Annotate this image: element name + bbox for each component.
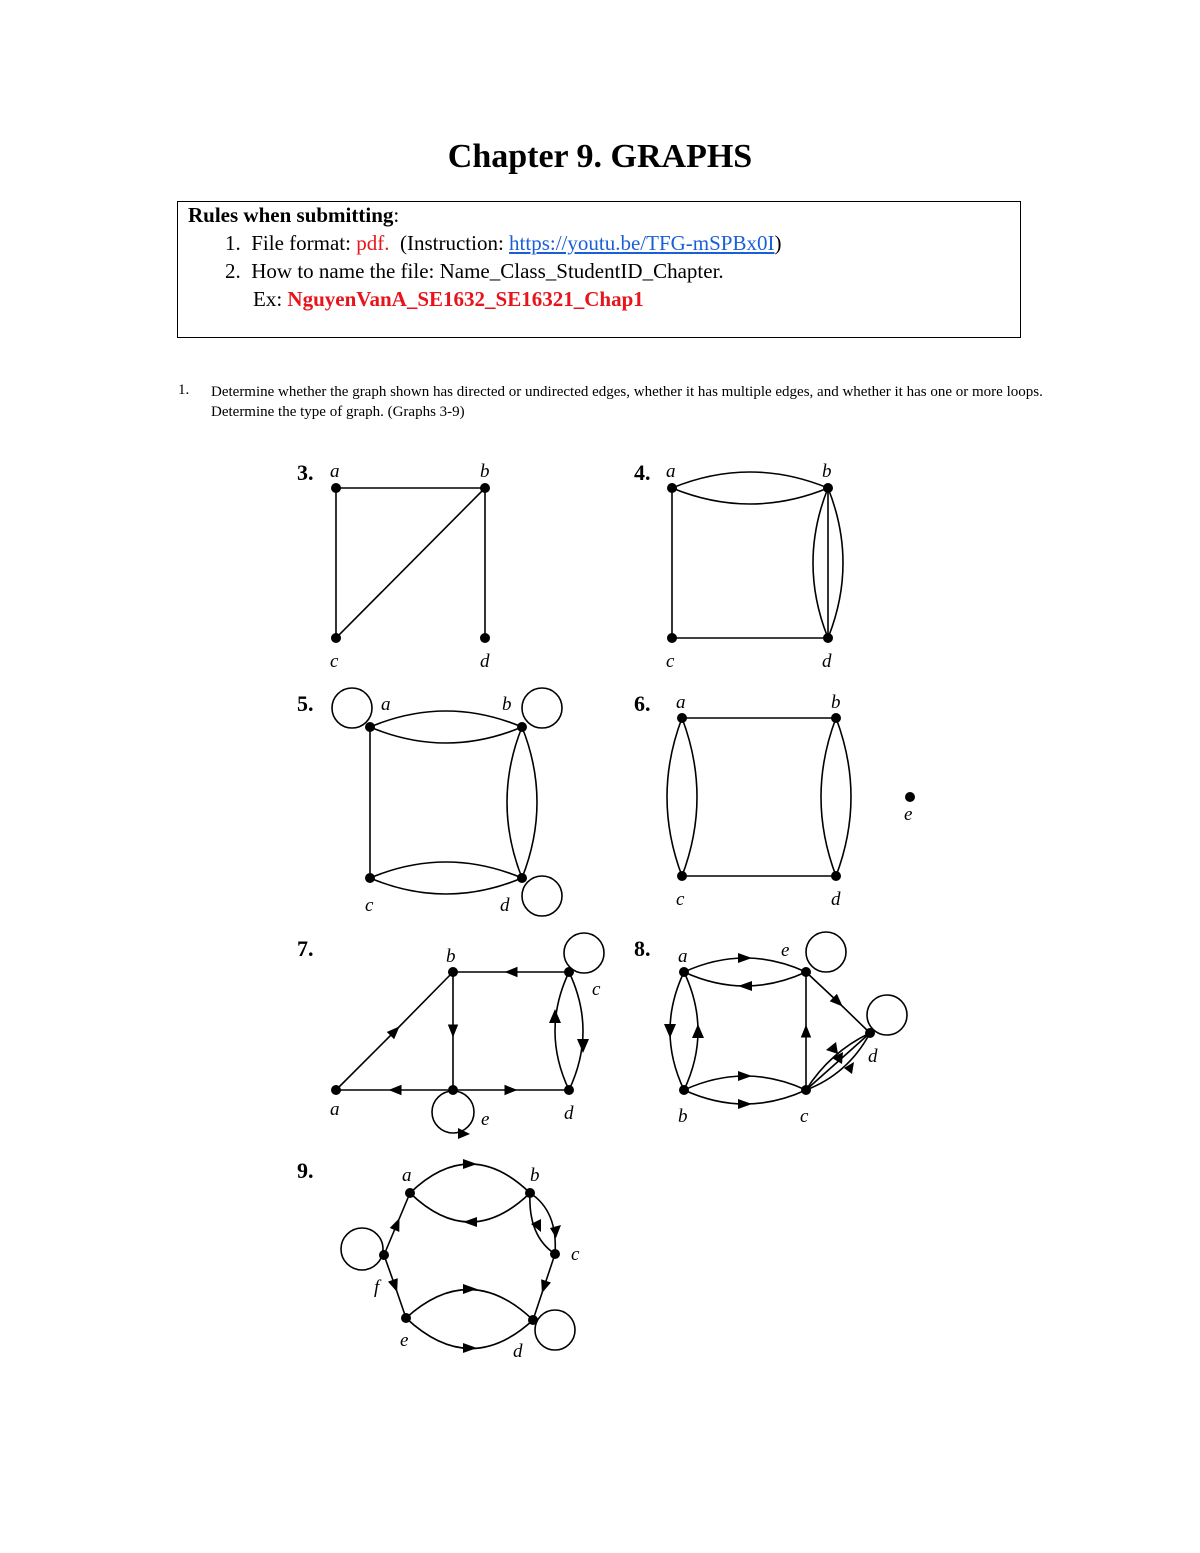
graph-4-vertex-b xyxy=(823,483,833,493)
graph-4-vertex-a xyxy=(667,483,677,493)
graph-7 xyxy=(297,933,604,1139)
graph-8-number: 8. xyxy=(634,936,651,961)
graph-3-label-b: b xyxy=(480,461,490,482)
graph-9-vertex-c xyxy=(550,1249,560,1259)
file-format-value: pdf. xyxy=(356,231,390,255)
graph-5-edge-ab-2 xyxy=(370,727,522,743)
graph-4-label-a: a xyxy=(666,461,676,482)
graph-6-edge-ac-1 xyxy=(667,718,682,876)
graph-9-edge-f-e xyxy=(384,1255,406,1318)
graph-8-vertex-d xyxy=(865,1028,875,1038)
graph-6-label-c: c xyxy=(676,889,685,910)
graph-3-vertex-d xyxy=(480,633,490,643)
rule-1-number: 1. xyxy=(225,231,241,255)
graph-9-label-f: f xyxy=(374,1277,380,1298)
graph-9-loop-f xyxy=(341,1228,383,1270)
graph-8-arrow-c-d-3 xyxy=(844,1062,854,1074)
graph-8-arrow-b-c-1 xyxy=(738,1071,752,1081)
graph-3-number: 3. xyxy=(297,460,314,485)
graph-3-vertex-a xyxy=(331,483,341,493)
graph-9-loop-d xyxy=(535,1310,575,1350)
graph-6-edge-bd-1 xyxy=(821,718,836,876)
graph-8-vertex-a xyxy=(679,967,689,977)
graph-6-label-b: b xyxy=(831,692,841,713)
graph-6-vertex-a xyxy=(677,713,687,723)
graph-5-edge-bd-1 xyxy=(507,727,522,878)
graph-4-label-c: c xyxy=(666,651,675,672)
graph-3-vertex-b xyxy=(480,483,490,493)
graph-6-vertex-e xyxy=(905,792,915,802)
graph-5-vertex-a xyxy=(365,722,375,732)
graph-7-vertex-c xyxy=(564,967,574,977)
graph-4-edge-bd-2 xyxy=(813,488,828,638)
graph-8-label-b: b xyxy=(678,1106,688,1127)
graph-6 xyxy=(634,691,915,910)
graph-8-edge-e-d xyxy=(806,972,870,1033)
graph-5-edge-cd-1 xyxy=(370,862,522,878)
graph-6-number: 6. xyxy=(634,691,651,716)
graph-7-loop-e xyxy=(432,1091,474,1133)
graph-4-label-b: b xyxy=(822,461,832,482)
graph-7-vertex-a xyxy=(331,1085,341,1095)
graph-5 xyxy=(297,688,562,916)
graph-5-loop-d xyxy=(522,876,562,916)
graph-8-label-d: d xyxy=(868,1046,878,1067)
graph-9-arrow-b-a xyxy=(463,1217,477,1227)
graph-4-edge-ab-1 xyxy=(672,472,828,488)
graph-4-edge-bd-3 xyxy=(828,488,843,638)
graph-5-loop-b xyxy=(522,688,562,728)
question-number: 1. xyxy=(178,382,190,398)
graph-4-edge-ab-2 xyxy=(672,488,828,504)
graph-5-edge-bd-2 xyxy=(522,727,537,878)
graph-9-label-c: c xyxy=(571,1244,580,1265)
graph-5-vertex-d xyxy=(517,873,527,883)
graph-8-arrow-b-a xyxy=(692,1024,704,1038)
graph-5-edge-cd-2 xyxy=(370,878,522,894)
rules-heading-text: Rules when submitting xyxy=(188,203,394,227)
graph-5-vertex-b xyxy=(517,722,527,732)
graph-8-vertex-c xyxy=(801,1085,811,1095)
graph-3 xyxy=(297,460,490,672)
graph-7-arrow-c-d xyxy=(577,1039,589,1053)
rule-1-instruction-open: (Instruction: xyxy=(389,231,510,255)
graph-7-label-a: a xyxy=(330,1099,340,1120)
example-filename: NguyenVanA_SE1632_SE16321_Chap1 xyxy=(287,287,644,311)
graph-5-loop-a xyxy=(332,688,372,728)
graph-6-label-e: e xyxy=(904,804,913,825)
instruction-link[interactable]: https://youtu.be/TFG-mSPBx0I xyxy=(509,231,775,255)
graph-9-number: 9. xyxy=(297,1158,314,1183)
graph-7-vertex-d xyxy=(564,1085,574,1095)
graph-9-edge-b-a xyxy=(410,1193,530,1222)
graph-4-vertex-c xyxy=(667,633,677,643)
graph-9-label-b: b xyxy=(530,1165,540,1186)
graph-8-label-e: e xyxy=(781,940,790,961)
graph-9-arrow-a-b xyxy=(463,1159,477,1169)
graph-8-loop-e xyxy=(806,932,846,972)
graph-7-label-d: d xyxy=(564,1103,574,1124)
graph-9 xyxy=(297,1158,580,1362)
graph-7-vertex-b xyxy=(448,967,458,977)
graph-8-arrow-b-c-2 xyxy=(738,1099,752,1109)
graph-5-number: 5. xyxy=(297,691,314,716)
graph-8-vertex-b xyxy=(679,1085,689,1095)
graph-5-label-d: d xyxy=(500,895,510,916)
graph-7-number: 7. xyxy=(297,936,314,961)
graph-9-arrow-b-c-2 xyxy=(550,1225,561,1238)
graph-9-label-e: e xyxy=(400,1330,409,1351)
graph-3-label-a: a xyxy=(330,461,340,482)
graph-6-vertex-d xyxy=(831,871,841,881)
graph-3-label-d: d xyxy=(480,651,490,672)
graph-9-edge-a-b xyxy=(410,1164,530,1193)
question-text: Determine whether the graph shown has directed or undirected edges, whether it has multiple edges, and whether it has one or more loops. Determine the type of graph. (Graphs 3-9) xyxy=(211,384,1043,420)
graph-8-arrow-e-a xyxy=(738,981,752,991)
graph-7-loop-c xyxy=(564,933,604,973)
graph-6-label-a: a xyxy=(676,692,686,713)
graph-9-edge-e-d-1 xyxy=(406,1289,533,1320)
graph-7-arrow-d-c xyxy=(549,1009,561,1023)
graph-4-number: 4. xyxy=(634,460,651,485)
graph-9-vertex-b xyxy=(525,1188,535,1198)
graph-7-label-b: b xyxy=(446,946,456,967)
graph-6-vertex-c xyxy=(677,871,687,881)
graph-6-label-d: d xyxy=(831,889,841,910)
graph-5-label-b: b xyxy=(502,694,512,715)
graph-3-vertex-c xyxy=(331,633,341,643)
graph-7-vertex-e xyxy=(448,1085,458,1095)
rule-1-prefix: File format: xyxy=(251,231,357,255)
graph-6-edge-ac-2 xyxy=(682,718,697,876)
rule-1-close: ) xyxy=(774,231,782,255)
rule-2-text: How to name the file: Name_Class_StudentID_Chapter. xyxy=(251,259,724,283)
graph-8 xyxy=(634,932,907,1127)
graph-9-edge-f-a xyxy=(384,1193,410,1255)
graph-7-edge-d-c xyxy=(555,972,569,1090)
graph-5-edge-ab-1 xyxy=(370,711,522,727)
graph-9-label-a: a xyxy=(402,1165,412,1186)
graph-6-edge-bd-2 xyxy=(836,718,851,876)
graph-8-arrow-a-e xyxy=(738,953,752,963)
graph-4-vertex-d xyxy=(823,633,833,643)
graph-8-arrow-c-d-1 xyxy=(826,1042,838,1054)
graph-4-label-d: d xyxy=(822,651,832,672)
graph-6-vertex-b xyxy=(831,713,841,723)
graph-9-vertex-e xyxy=(401,1313,411,1323)
graph-8-label-c: c xyxy=(800,1106,809,1127)
graph-7-edge-c-d xyxy=(569,972,583,1090)
rule-2-number: 2. xyxy=(225,259,241,283)
graph-9-label-d: d xyxy=(513,1341,523,1362)
graph-7-edge-a-b xyxy=(336,972,453,1090)
graph-5-vertex-c xyxy=(365,873,375,883)
graph-7-label-c: c xyxy=(592,979,601,1000)
graph-9-vertex-a xyxy=(405,1188,415,1198)
graph-9-arrow-e-d-2 xyxy=(463,1343,477,1353)
example-prefix: Ex: xyxy=(253,287,288,311)
graph-5-label-c: c xyxy=(365,895,374,916)
graph-9-vertex-f xyxy=(379,1250,389,1260)
graph-3-edge-bc xyxy=(336,488,485,638)
graph-5-label-a: a xyxy=(381,694,391,715)
graph-8-arrow-a-b xyxy=(664,1024,676,1038)
graph-9-arrow-e-d-1 xyxy=(463,1284,477,1294)
graph-9-vertex-d xyxy=(528,1315,538,1325)
graph-3-label-c: c xyxy=(330,651,339,672)
graph-8-label-a: a xyxy=(678,946,688,967)
page-title: Chapter 9. GRAPHS xyxy=(447,138,753,175)
graph-8-vertex-e xyxy=(801,967,811,977)
graph-4 xyxy=(634,460,843,672)
rules-heading-colon: : xyxy=(393,203,400,227)
graph-7-label-e: e xyxy=(481,1109,490,1130)
